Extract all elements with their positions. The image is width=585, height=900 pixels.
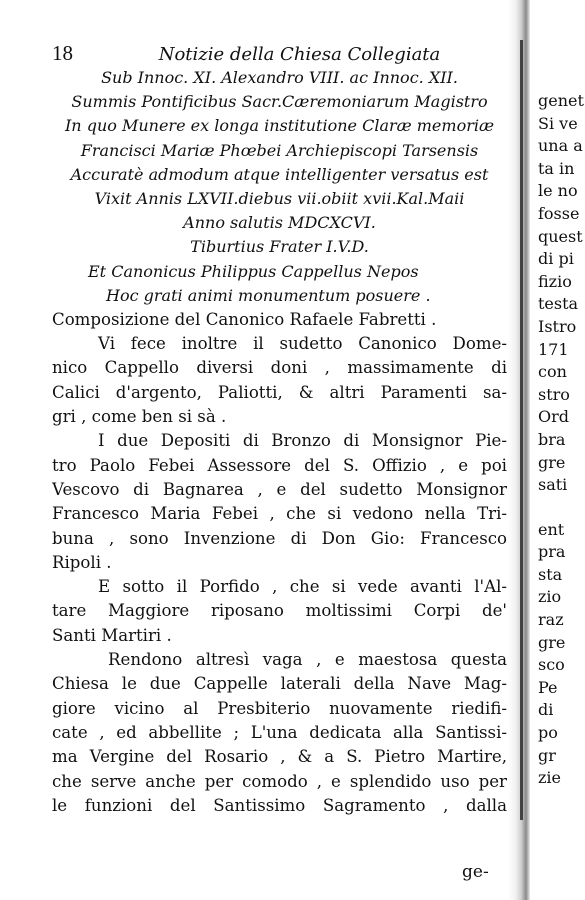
text-line: Vi fece inoltre il sudetto Canonico Dome- xyxy=(98,334,507,354)
text-line: Ripoli . xyxy=(52,552,112,572)
page-number: 18 xyxy=(52,41,73,65)
next-page-line: zie xyxy=(538,768,562,788)
catchword: ge- xyxy=(462,862,489,882)
next-page-line: zio xyxy=(538,587,562,607)
inscription-line: Francisci Mariæ Phœbei Archiepiscopi Tarsensis xyxy=(80,140,479,160)
text-line: tro Paolo Febei Assessore del S. Offizio , e poi xyxy=(52,455,507,475)
text-line: che serve anche per comodo , e splendido uso per xyxy=(52,771,507,791)
next-page-line: di pi xyxy=(538,249,574,269)
next-page-line: testa xyxy=(538,294,579,314)
inscription-line: Tiburtius Frater I.V.D. xyxy=(190,237,369,257)
text-line: Francesco Maria Febei , che si vedono nella Tri- xyxy=(52,504,507,524)
inscription-line: Et Canonicus Philippus Cappellus Nepos xyxy=(88,261,419,281)
next-page-line: Ord xyxy=(538,407,570,427)
next-page-fragment xyxy=(538,90,585,790)
next-page-line: fosse xyxy=(538,203,580,223)
text-line: giore vicino al Presbiterio nuovamente riedifi- xyxy=(52,698,507,718)
next-page-line: gre xyxy=(538,452,566,472)
text-line: buna , sono Invenzione di Don Gio: Francesco xyxy=(52,528,507,548)
text-line: gri , come ben si sà . xyxy=(52,407,227,427)
next-page-line: con xyxy=(538,362,567,382)
book-gutter-line xyxy=(520,40,523,820)
text-line: tare Maggiore riposano moltissimi Corpi de' xyxy=(52,601,507,621)
next-page-line: Si ve xyxy=(538,113,578,133)
next-page-line: ent xyxy=(538,519,565,539)
next-page-line: raz xyxy=(538,610,564,630)
book-gutter-shadow xyxy=(508,0,530,900)
text-line: Santi Martiri . xyxy=(52,625,172,645)
inscription-line: In quo Munere ex longa institutione Claræ memoriæ xyxy=(64,116,494,136)
inscription-line: Hoc grati animi monumentum posuere . xyxy=(106,285,431,305)
next-page-line: ta in xyxy=(538,158,575,178)
text-line: Vescovo di Bagnarea , e del sudetto Monsignor xyxy=(52,479,507,499)
next-page-line: Istro xyxy=(538,316,577,336)
next-page-line: sta xyxy=(538,564,563,584)
page-header xyxy=(52,40,507,66)
next-page-line: sati xyxy=(538,475,568,495)
text-line: ma Vergine del Rosario , & a S. Pietro Martire, xyxy=(52,747,507,767)
text-line: Calici d'argento, Paliotti, & altri Paramenti sa- xyxy=(52,382,507,402)
inscription-line: Anno salutis MDCXCVI. xyxy=(183,213,376,233)
next-page-line: di xyxy=(538,700,554,720)
next-page-line: quest xyxy=(538,226,583,246)
next-page-line: genet xyxy=(538,91,584,110)
next-page-line: gre xyxy=(538,632,566,652)
text-line: Composizione del Canonico Rafaele Fabretti . xyxy=(52,309,437,329)
next-page-line: gr xyxy=(538,745,556,765)
next-page-line: stro xyxy=(538,384,570,404)
next-page-line: Pe xyxy=(538,677,558,697)
text-line: Rendono altresì vaga , e maestosa questa xyxy=(108,650,507,670)
text-line: E sotto il Porfido , che si vede avanti l'Al- xyxy=(98,577,507,597)
text-line: le funzioni del Santissimo Sagramento , dalla xyxy=(52,795,507,815)
text-line: I due Depositi di Bronzo di Monsignor Pie- xyxy=(98,431,507,451)
next-page-line: po xyxy=(538,723,558,743)
next-page-line: 171 xyxy=(538,339,569,359)
epitaph-inscription xyxy=(52,66,507,308)
inscription-line: Accuratè admodum atque intelligenter versatus est xyxy=(70,164,489,184)
body-text xyxy=(52,308,507,818)
running-title: Notizie della Chiesa Collegiata xyxy=(158,44,441,65)
text-line: cate , ed abbellite ; L'una dedicata alla Santissi- xyxy=(52,722,507,742)
next-page-line: le no xyxy=(538,181,578,201)
next-page-line: fizio xyxy=(538,271,572,291)
inscription-line: Vixit Annis LXVII.diebus vii.obiit xvii.Kal.Maii xyxy=(94,188,465,208)
text-line: nico Cappello diversi doni , massimamente di xyxy=(52,358,507,378)
inscription-line: Sub Innoc. XI. Alexandro VIII. ac Innoc. XII. xyxy=(101,68,458,87)
next-page-line: sco xyxy=(538,655,565,675)
text-line: Chiesa le due Cappelle laterali della Nave Mag- xyxy=(52,674,507,694)
next-page-line: pra xyxy=(538,542,566,562)
inscription-line: Summis Pontificibus Sacr.Cæremoniarum Magistro xyxy=(71,92,488,112)
next-page-line: una a xyxy=(538,136,583,156)
left-page xyxy=(52,40,507,818)
next-page-line: bra xyxy=(538,429,566,449)
